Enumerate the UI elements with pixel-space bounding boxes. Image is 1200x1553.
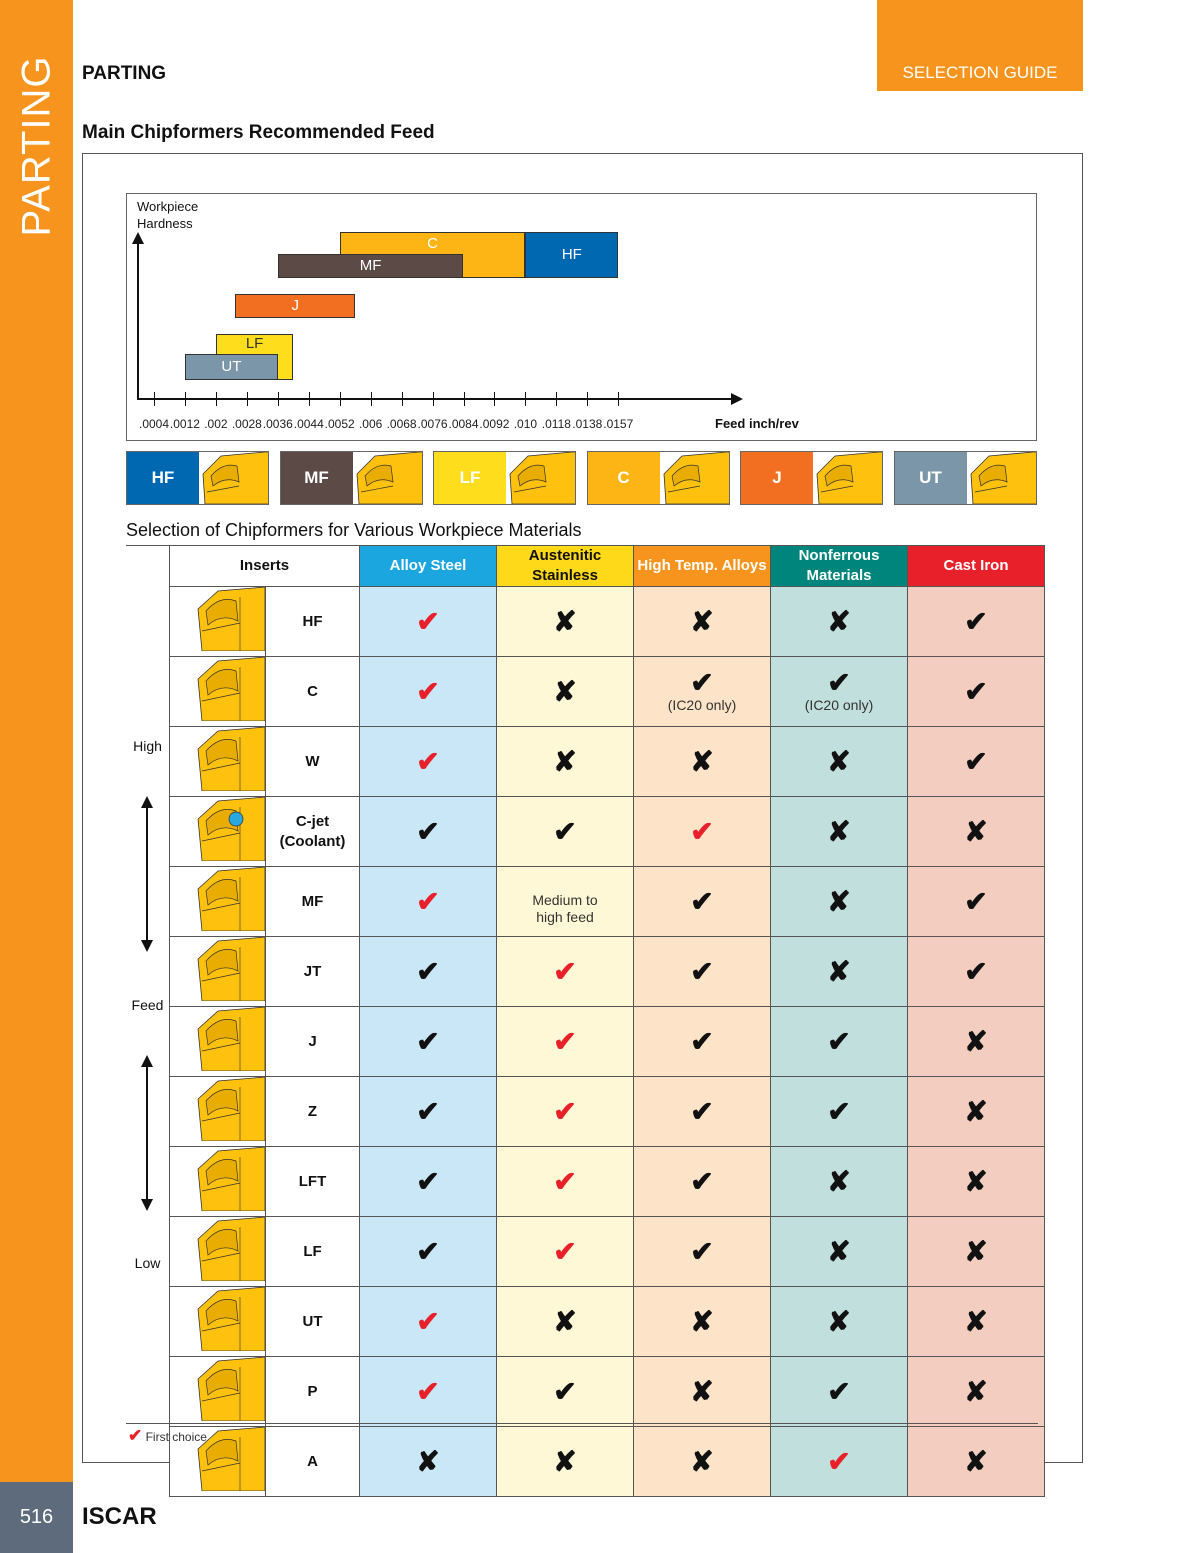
suitability-cell (360, 1427, 497, 1497)
table-header-row (170, 546, 1045, 587)
suitability-cell (908, 797, 1045, 867)
x-tick-label: .0028 (231, 417, 262, 431)
check-icon: ✔ (690, 667, 714, 698)
suitability-cell (634, 1077, 771, 1147)
x-tick-label: .0004 (138, 417, 170, 431)
table-row (170, 797, 1045, 867)
x-axis (137, 398, 737, 400)
insert-image-icon (170, 1357, 266, 1427)
check-icon: ✔ (690, 1025, 714, 1057)
suitability-cell (771, 797, 908, 867)
chipformer-selection-table (169, 545, 1045, 1497)
material-header-0: Alloy Steel (360, 546, 497, 587)
x-tick-label: .0052 (324, 417, 355, 431)
suitability-cell (771, 657, 908, 727)
first-choice-check-icon: ✔ (690, 815, 714, 847)
cross-icon: ✘ (553, 675, 577, 707)
suitability-cell (497, 587, 634, 657)
first-choice-check-icon: ✔ (416, 675, 440, 707)
x-tick (464, 392, 465, 406)
suitability-cell (497, 657, 634, 727)
check-icon: ✔ (416, 1025, 440, 1057)
bar-hf: HF (525, 232, 618, 278)
insert-image-icon (170, 1287, 266, 1357)
insert-image-icon (170, 727, 266, 797)
cross-icon: ✘ (964, 1235, 988, 1267)
suitability-cell (360, 797, 497, 867)
insert-image-icon (170, 867, 266, 937)
suitability-cell (360, 1357, 497, 1427)
suitability-cell (360, 1007, 497, 1077)
first-choice-check-icon: ✔ (416, 745, 440, 777)
check-icon: ✔ (416, 815, 440, 847)
chart-x-label: Feed inch/rev (715, 416, 799, 431)
cross-icon: ✘ (827, 745, 851, 777)
suitability-cell (771, 727, 908, 797)
suitability-cell (771, 1427, 908, 1497)
x-tick (309, 392, 310, 406)
x-tick-label: .0092 (479, 417, 510, 431)
insert-name: Z (266, 1077, 360, 1147)
legend-item-lf (433, 451, 576, 505)
check-icon: ✔ (553, 815, 577, 847)
x-tick (618, 392, 619, 406)
suitability-cell (497, 1007, 634, 1077)
legend-item-ut (894, 451, 1037, 505)
x-tick-label: .0044 (293, 417, 324, 431)
suitability-cell (497, 797, 634, 867)
x-tick (185, 392, 186, 406)
insert-image-icon (170, 1147, 266, 1217)
suitability-cell (497, 1147, 634, 1217)
x-tick (556, 392, 557, 406)
check-icon: ✔ (827, 667, 851, 698)
bar-mf: MF (278, 254, 464, 278)
check-icon: ✔ (553, 1375, 577, 1407)
check-icon: ✔ (827, 1095, 851, 1127)
side-tab-label: PARTING (14, 55, 59, 237)
material-header-4: Cast Iron (908, 546, 1045, 587)
cross-icon: ✘ (827, 1165, 851, 1197)
suitability-cell (908, 1147, 1045, 1217)
first-choice-check-icon: ✔ (553, 1165, 577, 1197)
insert-name: W (266, 727, 360, 797)
check-icon: ✔ (416, 1095, 440, 1127)
first-choice-check-icon: ✔ (128, 1426, 143, 1445)
insert-image-icon (170, 1077, 266, 1147)
cross-icon: ✘ (553, 1305, 577, 1337)
suitability-cell (360, 1077, 497, 1147)
x-axis-arrow-icon (731, 393, 743, 405)
insert-name: MF (266, 867, 360, 937)
feed-axis-line (146, 805, 148, 945)
divider (126, 1423, 1038, 1424)
x-tick-label: .006 (358, 417, 383, 431)
table-row (170, 1147, 1045, 1217)
suitability-cell (497, 1357, 634, 1427)
feed-axis-line (146, 1064, 148, 1204)
legend-item-mf (280, 451, 423, 505)
table-row (170, 1287, 1045, 1357)
footnote (128, 1427, 207, 1444)
suitability-cell (634, 727, 771, 797)
x-tick (216, 392, 217, 406)
legend-swatch: UT (895, 452, 967, 504)
x-tick-label: .0036 (262, 417, 293, 431)
table-row (170, 1007, 1045, 1077)
selection-guide-tab: SELECTION GUIDE (877, 0, 1083, 91)
table-row (170, 1357, 1045, 1427)
x-tick-label: .0068 (386, 417, 417, 431)
inserts-header: Inserts (170, 546, 360, 587)
check-icon: ✔ (827, 1025, 851, 1057)
page-number: 516 (0, 1482, 73, 1553)
suitability-cell (634, 1357, 771, 1427)
cross-icon: ✘ (690, 1305, 714, 1337)
cross-icon: ✘ (553, 605, 577, 637)
suitability-cell (771, 867, 908, 937)
suitability-cell (360, 1147, 497, 1217)
suitability-cell (908, 587, 1045, 657)
cross-icon: ✘ (690, 1375, 714, 1407)
legend-swatch: C (588, 452, 660, 504)
suitability-cell (908, 657, 1045, 727)
insert-image-icon (170, 657, 266, 727)
x-tick-label: .0012 (169, 417, 200, 431)
insert-name: J (266, 1007, 360, 1077)
suitability-cell (634, 937, 771, 1007)
suitability-cell (497, 867, 634, 937)
chipformer-legend (126, 451, 1037, 505)
check-icon: ✔ (690, 955, 714, 987)
material-header-2: High Temp. Alloys (634, 546, 771, 587)
suitability-cell (497, 1427, 634, 1497)
table-title: Selection of Chipformers for Various Workpiece Materials (126, 520, 582, 540)
insert-name: HF (266, 587, 360, 657)
chart-y-label: Workpiece Hardness (137, 199, 199, 231)
cross-icon: ✘ (964, 1375, 988, 1407)
bar-j: J (235, 294, 355, 318)
legend-item-c (587, 451, 730, 505)
suitability-cell (908, 1357, 1045, 1427)
insert-name: UT (266, 1287, 360, 1357)
check-icon: ✔ (964, 955, 988, 987)
cross-icon: ✘ (964, 815, 988, 847)
cross-icon: ✘ (690, 605, 714, 637)
cell-note: (IC20 only) (667, 697, 737, 713)
suitability-cell (634, 867, 771, 937)
cell-note: (IC20 only) (804, 697, 874, 713)
bar-lf: LF (216, 334, 293, 380)
cross-icon: ✘ (690, 745, 714, 777)
cross-icon: ✘ (827, 1235, 851, 1267)
check-icon: ✔ (416, 1165, 440, 1197)
suitability-cell (771, 1287, 908, 1357)
check-icon: ✔ (690, 1235, 714, 1267)
legend-swatch: MF (281, 452, 353, 504)
insert-name: P (266, 1357, 360, 1427)
insert-name: LFT (266, 1147, 360, 1217)
suitability-cell (771, 937, 908, 1007)
y-axis (137, 240, 139, 400)
insert-image-icon (506, 452, 575, 504)
insert-image-icon (170, 1007, 266, 1077)
insert-name: C-jet (Coolant) (266, 797, 360, 867)
insert-image-icon (170, 1217, 266, 1287)
cross-icon: ✘ (964, 1445, 988, 1477)
first-choice-check-icon: ✔ (553, 955, 577, 987)
cross-icon: ✘ (690, 1445, 714, 1477)
table-row (170, 1217, 1045, 1287)
check-icon: ✔ (416, 955, 440, 987)
cross-icon: ✘ (964, 1305, 988, 1337)
suitability-cell (908, 1287, 1045, 1357)
x-tick-label: .0138 (572, 417, 603, 431)
suitability-cell (771, 587, 908, 657)
feed-mid-label: Feed (131, 997, 164, 1013)
x-tick (154, 392, 155, 406)
insert-image-icon (813, 452, 882, 504)
feed-low-label: Low (134, 1255, 161, 1271)
first-choice-check-icon: ✔ (416, 1305, 440, 1337)
suitability-cell (360, 867, 497, 937)
table-row (170, 1077, 1045, 1147)
page-title: PARTING (82, 63, 167, 84)
cross-icon: ✘ (827, 815, 851, 847)
x-tick (587, 392, 588, 406)
x-tick (525, 392, 526, 406)
side-section-tab (0, 0, 73, 1482)
first-choice-check-icon: ✔ (416, 885, 440, 917)
cell-note: Medium to high feed (532, 891, 598, 925)
suitability-cell (360, 937, 497, 1007)
cross-icon: ✘ (827, 955, 851, 987)
check-icon: ✔ (827, 1375, 851, 1407)
suitability-cell (771, 1217, 908, 1287)
suitability-cell (908, 727, 1045, 797)
brand-name: ISCAR (82, 1503, 157, 1530)
footnote-text: First choice (145, 1430, 207, 1444)
suitability-cell (634, 657, 771, 727)
table-row (170, 657, 1045, 727)
first-choice-check-icon: ✔ (416, 1375, 440, 1407)
legend-swatch: J (741, 452, 813, 504)
x-tick (494, 392, 495, 406)
suitability-cell (360, 587, 497, 657)
table-row (170, 727, 1045, 797)
suitability-cell (908, 937, 1045, 1007)
suitability-cell (497, 1217, 634, 1287)
material-header-3: Nonferrous Materials (771, 546, 908, 587)
x-tick (340, 392, 341, 406)
suitability-cell (634, 1147, 771, 1217)
check-icon: ✔ (964, 675, 988, 707)
section-title: Main Chipformers Recommended Feed (82, 122, 435, 143)
insert-image-icon (170, 797, 266, 867)
check-icon: ✔ (964, 605, 988, 637)
suitability-cell (908, 1077, 1045, 1147)
suitability-cell (497, 1287, 634, 1357)
check-icon: ✔ (416, 1235, 440, 1267)
suitability-cell (634, 587, 771, 657)
table-row (170, 867, 1045, 937)
x-tick-label: .010 (513, 417, 538, 431)
x-tick (402, 392, 403, 406)
arrow-down-icon (141, 940, 153, 952)
insert-image-icon (170, 587, 266, 657)
arrow-down-icon (141, 1199, 153, 1211)
check-icon: ✔ (964, 745, 988, 777)
first-choice-check-icon: ✔ (416, 605, 440, 637)
suitability-cell (497, 727, 634, 797)
suitability-cell (771, 1077, 908, 1147)
x-tick-label: .0157 (603, 417, 634, 431)
x-tick (247, 392, 248, 406)
cross-icon: ✘ (553, 1445, 577, 1477)
x-tick-label: .0084 (448, 417, 479, 431)
suitability-cell (497, 1077, 634, 1147)
cross-icon: ✘ (553, 745, 577, 777)
insert-image-icon (353, 452, 422, 504)
table-row (170, 937, 1045, 1007)
legend-item-hf (126, 451, 269, 505)
x-tick (371, 392, 372, 406)
suitability-cell (908, 1427, 1045, 1497)
bar-ut: UT (185, 354, 278, 380)
suitability-cell (908, 1217, 1045, 1287)
suitability-cell (634, 797, 771, 867)
cross-icon: ✘ (964, 1025, 988, 1057)
x-tick (433, 392, 434, 406)
first-choice-check-icon: ✔ (553, 1095, 577, 1127)
x-tick-label: .0076 (417, 417, 448, 431)
suitability-cell (771, 1007, 908, 1077)
first-choice-check-icon: ✔ (553, 1025, 577, 1057)
suitability-cell (634, 1217, 771, 1287)
insert-image-icon (660, 452, 729, 504)
check-icon: ✔ (690, 1165, 714, 1197)
suitability-cell (360, 657, 497, 727)
cross-icon: ✘ (827, 605, 851, 637)
insert-name: A (266, 1427, 360, 1497)
feed-high-label: High (133, 738, 162, 754)
insert-image-icon (170, 937, 266, 1007)
suitability-cell (360, 1287, 497, 1357)
insert-image-icon (967, 452, 1036, 504)
cross-icon: ✘ (827, 1305, 851, 1337)
feed-chart (126, 193, 1037, 441)
suitability-cell (634, 1287, 771, 1357)
insert-name: JT (266, 937, 360, 1007)
x-tick (278, 392, 279, 406)
insert-image-icon (199, 452, 268, 504)
suitability-cell (634, 1427, 771, 1497)
table-row (170, 587, 1045, 657)
suitability-cell (771, 1147, 908, 1217)
legend-swatch: HF (127, 452, 199, 504)
suitability-cell (771, 1357, 908, 1427)
suitability-cell (360, 1217, 497, 1287)
cross-icon: ✘ (827, 885, 851, 917)
suitability-cell (908, 1007, 1045, 1077)
x-tick-label: .0118 (541, 417, 571, 431)
insert-name: C (266, 657, 360, 727)
material-header-1: Austenitic Stainless (497, 546, 634, 587)
insert-name: LF (266, 1217, 360, 1287)
check-icon: ✔ (964, 885, 988, 917)
cross-icon: ✘ (964, 1165, 988, 1197)
table-row (170, 1427, 1045, 1497)
check-icon: ✔ (690, 1095, 714, 1127)
cross-icon: ✘ (964, 1095, 988, 1127)
suitability-cell (634, 1007, 771, 1077)
bar-c: C (340, 232, 526, 278)
cross-icon: ✘ (416, 1445, 440, 1477)
suitability-cell (908, 867, 1045, 937)
x-tick-label: .002 (204, 417, 228, 431)
suitability-cell (497, 937, 634, 1007)
first-choice-check-icon: ✔ (553, 1235, 577, 1267)
feed-axis (126, 585, 169, 1425)
suitability-cell (360, 727, 497, 797)
legend-item-j (740, 451, 883, 505)
check-icon: ✔ (690, 885, 714, 917)
legend-swatch: LF (434, 452, 506, 504)
first-choice-check-icon: ✔ (827, 1445, 851, 1477)
